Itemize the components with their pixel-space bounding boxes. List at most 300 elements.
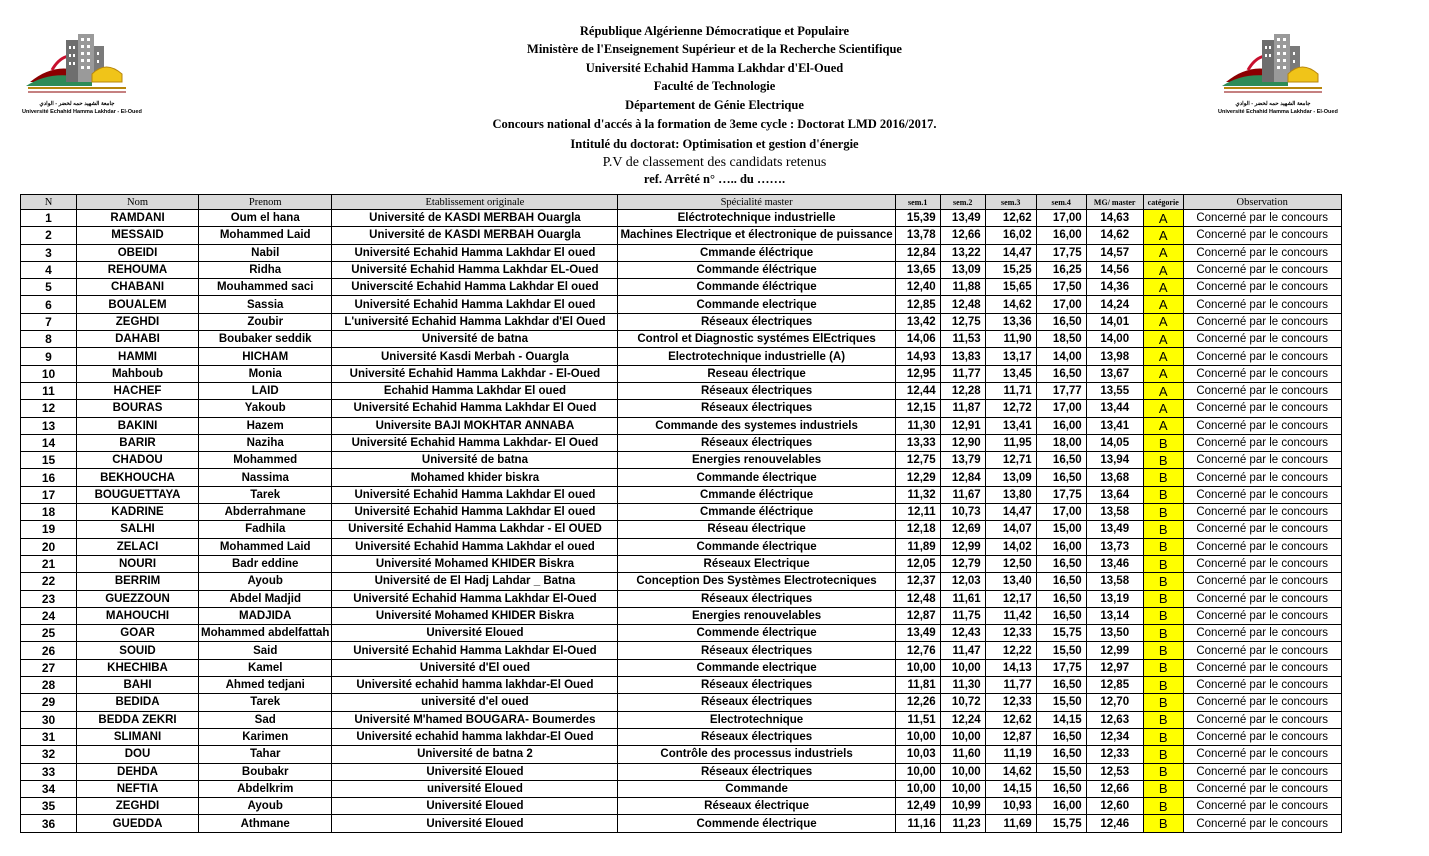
table-row [21,486,1342,503]
cell-sem3: 12,33 [985,694,1036,711]
cell-mg-master: 13,50 [1086,625,1143,642]
cell-prenom: MADJIDA [199,607,332,624]
cell-observation: Concerné par le concours [1183,244,1341,261]
cell-mg-master: 13,14 [1086,607,1143,624]
cell-mg-master: 14,57 [1086,244,1143,261]
cell-observation: Concerné par le concours [1183,313,1341,330]
cell-sem1: 14,06 [895,331,940,348]
cell-prenom: Tahar [199,746,332,763]
cell-rank: 9 [21,348,77,365]
cell-sem2: 12,75 [940,313,985,330]
cell-sem3: 11,19 [985,746,1036,763]
cell-categorie: B [1143,521,1183,538]
cell-sem4: 17,00 [1036,504,1086,521]
cell-sem1: 10,00 [895,763,940,780]
cell-sem4: 14,15 [1036,711,1086,728]
cell-nom: NEFTIA [77,780,199,797]
cell-sem4: 17,00 [1036,296,1086,313]
table-header-row [21,195,1342,210]
table-row [21,590,1342,607]
cell-categorie: A [1143,400,1183,417]
cell-observation: Concerné par le concours [1183,382,1341,399]
cell-etablissement: Université echahid hamma lakhdar-El Oued [332,677,618,694]
cell-etablissement: Université Echahid Hamma Lakhdar El oued [332,504,618,521]
cell-sem2: 13,09 [940,261,985,278]
cell-sem3: 13,09 [985,469,1036,486]
cell-sem2: 11,30 [940,677,985,694]
cell-mg-master: 12,66 [1086,780,1143,797]
cell-observation: Concerné par le concours [1183,400,1341,417]
cell-nom: BAKINI [77,417,199,434]
cell-prenom: Karimen [199,728,332,745]
cell-etablissement: Université Echahid Hamma Lakhdar El Oued [332,400,618,417]
cell-observation: Concerné par le concours [1183,296,1341,313]
cell-rank: 19 [21,521,77,538]
cell-specialite: Réseaux électriques [618,763,895,780]
cell-mg-master: 14,36 [1086,279,1143,296]
cell-sem1: 13,49 [895,625,940,642]
cell-etablissement: Universcité Echahid Hamma Lakhdar El oued [332,279,618,296]
table-row [21,607,1342,624]
cell-prenom: Oum el hana [199,210,332,227]
cell-mg-master: 14,01 [1086,313,1143,330]
cell-mg-master: 13,44 [1086,400,1143,417]
cell-observation: Concerné par le concours [1183,573,1341,590]
cell-nom: MAHOUCHI [77,607,199,624]
cell-observation: Concerné par le concours [1183,504,1341,521]
cell-categorie: B [1143,607,1183,624]
header-competition: Concours national d'accés à la formation de 3eme cycle : Doctorat LMD 2016/2017. [492,117,937,132]
cell-specialite: Commende électrique [618,815,895,832]
cell-observation: Concerné par le concours [1183,417,1341,434]
cell-prenom: Monia [199,365,332,382]
cell-sem3: 13,45 [985,365,1036,382]
cell-sem2: 11,67 [940,486,985,503]
cell-mg-master: 13,58 [1086,504,1143,521]
cell-etablissement: Université Echahid Hamma Lakhdar El oued [332,244,618,261]
table-row [21,504,1342,521]
cell-observation: Concerné par le concours [1183,434,1341,451]
cell-sem1: 13,78 [895,227,940,244]
cell-rank: 2 [21,227,77,244]
cell-nom: NOURI [77,555,199,572]
cell-specialite: Commande électrique [618,469,895,486]
table-row [21,279,1342,296]
cell-categorie: B [1143,763,1183,780]
cell-specialite: Cmmande éléctrique [618,504,895,521]
cell-sem3: 10,93 [985,798,1036,815]
header-faculty: Faculté de Technologie [653,79,776,94]
cell-rank: 17 [21,486,77,503]
cell-etablissement: Université Mohamed KHIDER Biskra [332,607,618,624]
cell-sem3: 11,77 [985,677,1036,694]
cell-rank: 27 [21,659,77,676]
cell-sem1: 10,00 [895,728,940,745]
table-row [21,728,1342,745]
cell-etablissement: Université M'hamed BOUGARA- Boumerdes [332,711,618,728]
cell-etablissement: Université de KASDI MERBAH Ouargla [332,210,618,227]
cell-sem4: 17,50 [1036,279,1086,296]
cell-categorie: A [1143,296,1183,313]
cell-sem1: 11,89 [895,538,940,555]
cell-categorie: B [1143,504,1183,521]
table-row [21,469,1342,486]
cell-rank: 6 [21,296,77,313]
cell-sem3: 14,62 [985,296,1036,313]
cell-prenom: Naziha [199,434,332,451]
cell-specialite: Energies renouvelables [618,452,895,469]
cell-sem3: 14,13 [985,659,1036,676]
cell-sem1: 10,00 [895,780,940,797]
table-row [21,417,1342,434]
cell-observation: Concerné par le concours [1183,815,1341,832]
cell-nom: BEDDA ZEKRI [77,711,199,728]
table-row [21,348,1342,365]
cell-nom: DOU [77,746,199,763]
cell-etablissement: Université Mohamed KHIDER Biskra [332,555,618,572]
cell-sem4: 17,75 [1036,486,1086,503]
cell-specialite: Commande éléctrique [618,261,895,278]
logo-caption-french: Université Echahid Hamma Lakhdar - El-Oued [1218,109,1338,115]
cell-categorie: B [1143,728,1183,745]
col-header-categorie: catégorie [1143,195,1183,210]
cell-categorie: A [1143,244,1183,261]
cell-prenom: Mouhammed saci [199,279,332,296]
table-row [21,763,1342,780]
cell-prenom: Boubaker seddik [199,331,332,348]
cell-sem2: 11,53 [940,331,985,348]
cell-sem4: 17,00 [1036,210,1086,227]
cell-sem3: 13,40 [985,573,1036,590]
cell-rank: 14 [21,434,77,451]
cell-nom: KADRINE [77,504,199,521]
cell-categorie: B [1143,815,1183,832]
cell-sem4: 16,50 [1036,573,1086,590]
cell-specialite: Réseaux électriques [618,434,895,451]
table-row [21,365,1342,382]
table-row [21,538,1342,555]
cell-categorie: B [1143,642,1183,659]
cell-sem4: 16,50 [1036,728,1086,745]
cell-observation: Concerné par le concours [1183,348,1341,365]
cell-prenom: Sassia [199,296,332,313]
cell-rank: 16 [21,469,77,486]
cell-sem4: 14,00 [1036,348,1086,365]
cell-nom: KHECHIBA [77,659,199,676]
cell-sem4: 17,77 [1036,382,1086,399]
cell-specialite: Réseaux électriques [618,642,895,659]
cell-etablissement: L'université Echahid Hamma Lakhdar d'El Oued [332,313,618,330]
cell-sem1: 12,37 [895,573,940,590]
cell-specialite: Commende électrique [618,625,895,642]
cell-sem1: 13,42 [895,313,940,330]
header-doctorate-title: Intitulé du doctorat: Optimisation et gestion d'énergie [570,137,859,152]
cell-observation: Concerné par le concours [1183,642,1341,659]
cell-sem1: 12,48 [895,590,940,607]
cell-rank: 31 [21,728,77,745]
cell-rank: 25 [21,625,77,642]
document-header [0,22,1429,188]
cell-sem4: 17,75 [1036,659,1086,676]
table-row [21,659,1342,676]
cell-sem1: 12,76 [895,642,940,659]
cell-categorie: B [1143,469,1183,486]
cell-sem4: 18,00 [1036,434,1086,451]
cell-specialite: Electrotechnique [618,711,895,728]
cell-etablissement: Université Echahid Hamma Lakhdar- El Oued [332,434,618,451]
cell-observation: Concerné par le concours [1183,521,1341,538]
cell-sem3: 12,71 [985,452,1036,469]
cell-sem1: 11,16 [895,815,940,832]
cell-prenom: Tarek [199,486,332,503]
cell-mg-master: 14,00 [1086,331,1143,348]
cell-sem3: 14,07 [985,521,1036,538]
cell-sem2: 13,22 [940,244,985,261]
cell-observation: Concerné par le concours [1183,227,1341,244]
cell-prenom: HICHAM [199,348,332,365]
cell-prenom: Said [199,642,332,659]
cell-sem2: 12,90 [940,434,985,451]
table-row [21,625,1342,642]
cell-mg-master: 13,19 [1086,590,1143,607]
cell-mg-master: 12,85 [1086,677,1143,694]
cell-sem3: 13,41 [985,417,1036,434]
cell-sem1: 11,81 [895,677,940,694]
cell-nom: BOUALEM [77,296,199,313]
cell-sem4: 15,75 [1036,815,1086,832]
cell-sem3: 13,17 [985,348,1036,365]
cell-etablissement: Université Echahid Hamma Lakhdar el oued [332,538,618,555]
cell-sem4: 17,00 [1036,400,1086,417]
cell-sem3: 11,95 [985,434,1036,451]
cell-sem3: 12,17 [985,590,1036,607]
cell-etablissement: Mohamed khider biskra [332,469,618,486]
cell-mg-master: 12,53 [1086,763,1143,780]
cell-sem3: 11,42 [985,607,1036,624]
cell-sem2: 10,73 [940,504,985,521]
table-row [21,400,1342,417]
cell-specialite: Commande des systemes industriels [618,417,895,434]
cell-rank: 5 [21,279,77,296]
table-row [21,521,1342,538]
cell-sem1: 12,15 [895,400,940,417]
cell-prenom: Kamel [199,659,332,676]
cell-etablissement: université d'el oued [332,694,618,711]
cell-sem1: 12,40 [895,279,940,296]
cell-prenom: Abdelkrim [199,780,332,797]
col-header-observation: Observation [1183,195,1341,210]
cell-observation: Concerné par le concours [1183,279,1341,296]
cell-sem3: 14,02 [985,538,1036,555]
cell-sem1: 11,30 [895,417,940,434]
cell-sem1: 12,87 [895,607,940,624]
cell-etablissement: Université de batna [332,331,618,348]
cell-observation: Concerné par le concours [1183,659,1341,676]
cell-specialite: Commande electrique [618,659,895,676]
table-row [21,780,1342,797]
cell-sem1: 12,85 [895,296,940,313]
cell-sem4: 15,75 [1036,625,1086,642]
cell-rank: 32 [21,746,77,763]
table-body [21,210,1342,833]
cell-specialite: Commande électrique [618,538,895,555]
cell-sem2: 12,69 [940,521,985,538]
cell-specialite: Cmmande éléctrique [618,486,895,503]
cell-rank: 23 [21,590,77,607]
cell-categorie: A [1143,348,1183,365]
cell-categorie: B [1143,677,1183,694]
col-header-sem3: sem.3 [985,195,1036,210]
cell-nom: ZEGHDI [77,798,199,815]
cell-sem2: 12,28 [940,382,985,399]
cell-rank: 22 [21,573,77,590]
cell-nom: BEKHOUCHA [77,469,199,486]
cell-observation: Concerné par le concours [1183,210,1341,227]
cell-etablissement: Université de KASDI MERBAH Ouargla [332,227,618,244]
cell-etablissement: Université echahid hamma lakhdar-El Oued [332,728,618,745]
cell-rank: 4 [21,261,77,278]
cell-mg-master: 12,34 [1086,728,1143,745]
cell-prenom: Nassima [199,469,332,486]
cell-sem4: 18,50 [1036,331,1086,348]
cell-sem1: 13,65 [895,261,940,278]
cell-sem1: 15,39 [895,210,940,227]
cell-sem4: 16,00 [1036,227,1086,244]
cell-categorie: B [1143,538,1183,555]
cell-categorie: B [1143,452,1183,469]
cell-categorie: B [1143,711,1183,728]
col-header-sem4: sem.4 [1036,195,1086,210]
ranking-table [20,194,1342,833]
header-pv-title: P.V de classement des candidats retenus [602,155,827,171]
cell-sem3: 12,50 [985,555,1036,572]
cell-categorie: B [1143,434,1183,451]
cell-nom: BOUGUETTAYA [77,486,199,503]
cell-etablissement: Université d'El oued [332,659,618,676]
col-header-sem1: sem.1 [895,195,940,210]
cell-specialite: Reseau électrique [618,365,895,382]
cell-specialite: Réseaux électrique [618,798,895,815]
cell-sem1: 12,11 [895,504,940,521]
cell-sem3: 15,65 [985,279,1036,296]
cell-categorie: A [1143,417,1183,434]
cell-mg-master: 12,46 [1086,815,1143,832]
cell-nom: SLIMANI [77,728,199,745]
cell-sem3: 15,25 [985,261,1036,278]
cell-nom: GOAR [77,625,199,642]
table-row [21,815,1342,832]
cell-observation: Concerné par le concours [1183,625,1341,642]
table-row [21,210,1342,227]
cell-sem3: 11,71 [985,382,1036,399]
cell-observation: Concerné par le concours [1183,694,1341,711]
header-ministry: Ministère de l'Enseignement Supérieur et de la Recherche Scientifique [527,42,902,57]
cell-nom: GUEZZOUN [77,590,199,607]
cell-observation: Concerné par le concours [1183,746,1341,763]
cell-sem4: 16,00 [1036,417,1086,434]
cell-specialite: Eléctrotechnique industrielle [618,210,895,227]
cell-nom: BOURAS [77,400,199,417]
cell-sem2: 11,87 [940,400,985,417]
cell-sem2: 12,91 [940,417,985,434]
cell-prenom: Badr eddine [199,555,332,572]
cell-categorie: A [1143,313,1183,330]
cell-rank: 18 [21,504,77,521]
cell-observation: Concerné par le concours [1183,538,1341,555]
cell-sem1: 12,29 [895,469,940,486]
logo-caption-arabic: جامعة الشهيد حمه لخضر - الوادي [1235,101,1311,107]
cell-categorie: A [1143,331,1183,348]
cell-sem4: 16,50 [1036,469,1086,486]
cell-mg-master: 14,62 [1086,227,1143,244]
cell-nom: DEHDA [77,763,199,780]
cell-sem4: 16,50 [1036,452,1086,469]
cell-sem2: 12,84 [940,469,985,486]
cell-sem1: 12,84 [895,244,940,261]
header-republic: République Algérienne Démocratique et Populaire [579,24,850,38]
cell-sem2: 10,00 [940,728,985,745]
cell-sem2: 10,00 [940,763,985,780]
cell-specialite: Réseaux électriques [618,590,895,607]
cell-sem4: 16,50 [1036,555,1086,572]
cell-rank: 34 [21,780,77,797]
cell-specialite: Réseaux électriques [618,728,895,745]
cell-etablissement: Université Echahid Hamma Lakhdar El-Oued [332,642,618,659]
cell-categorie: B [1143,746,1183,763]
cell-sem3: 14,62 [985,763,1036,780]
header-department: Département de Génie Electrique [625,97,804,112]
cell-sem2: 13,83 [940,348,985,365]
cell-observation: Concerné par le concours [1183,780,1341,797]
cell-mg-master: 12,70 [1086,694,1143,711]
col-header-etablissement: Etablissement originale [332,195,618,210]
cell-rank: 36 [21,815,77,832]
cell-specialite: Cmmande éléctrique [618,244,895,261]
cell-specialite: Commande electrique [618,296,895,313]
cell-categorie: B [1143,555,1183,572]
cell-etablissement: Echahid Hamma Lakhdar El oued [332,382,618,399]
table-row [21,434,1342,451]
cell-prenom: Sad [199,711,332,728]
cell-sem3: 12,62 [985,210,1036,227]
cell-categorie: B [1143,694,1183,711]
cell-mg-master: 14,63 [1086,210,1143,227]
cell-sem1: 11,32 [895,486,940,503]
cell-sem2: 11,88 [940,279,985,296]
cell-prenom: Ridha [199,261,332,278]
cell-nom: SOUID [77,642,199,659]
cell-sem2: 11,47 [940,642,985,659]
cell-prenom: Fadhila [199,521,332,538]
cell-sem2: 10,72 [940,694,985,711]
cell-observation: Concerné par le concours [1183,486,1341,503]
cell-mg-master: 13,64 [1086,486,1143,503]
cell-etablissement: Université Echahid Hamma Lakhdar - El OUED [332,521,618,538]
cell-sem2: 11,60 [940,746,985,763]
col-header-sem2: sem.2 [940,195,985,210]
cell-sem1: 14,93 [895,348,940,365]
cell-specialite: Conception Des Systèmes Electrotecniques [618,573,895,590]
cell-nom: HAMMI [77,348,199,365]
cell-sem2: 10,99 [940,798,985,815]
cell-prenom: Mohammed [199,452,332,469]
cell-rank: 33 [21,763,77,780]
cell-nom: DAHABI [77,331,199,348]
cell-nom: RAMDANI [77,210,199,227]
cell-mg-master: 12,33 [1086,746,1143,763]
cell-rank: 26 [21,642,77,659]
cell-sem4: 16,00 [1036,538,1086,555]
